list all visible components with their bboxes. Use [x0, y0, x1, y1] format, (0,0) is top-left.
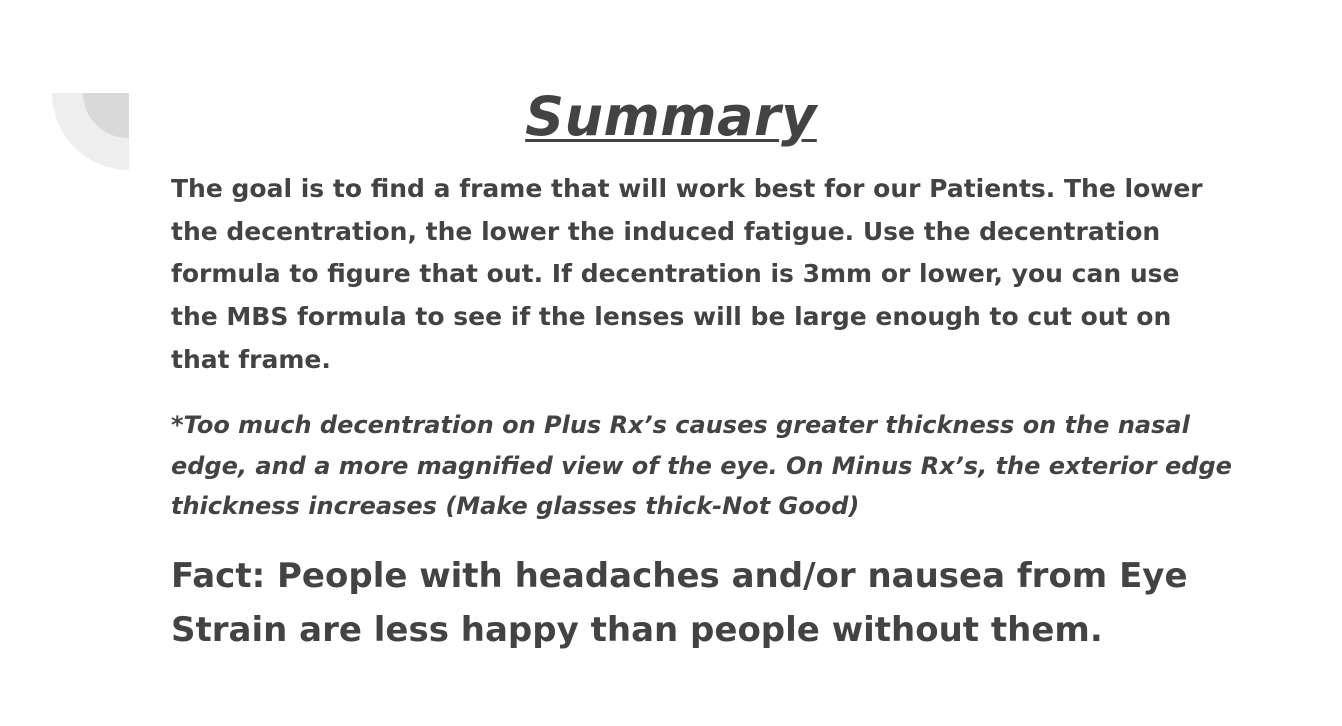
slide-title: Summary — [525, 85, 817, 148]
decentration-note: *Too much decentration on Plus Rx’s causes greater thickness on the nasal edge, and a more magnified view of the eye. On Minus Rx’s, the exterior edge thickness increases (Make glasses thick-Not Good) — [171, 411, 1232, 520]
summary-paragraph: The goal is to find a frame that will work best for our Patients. The lower the decentration, the lower the induced fatigue. Use the decentration formula to figure that out. If decentration is 3mm or lower, you can use the MBS formula to see if the lenses will be large enough to cut out on that frame. — [171, 174, 1203, 374]
fact-statement: Fact: People with headaches and/or nausea from Eye Strain are less happy than people without them. — [171, 556, 1188, 650]
